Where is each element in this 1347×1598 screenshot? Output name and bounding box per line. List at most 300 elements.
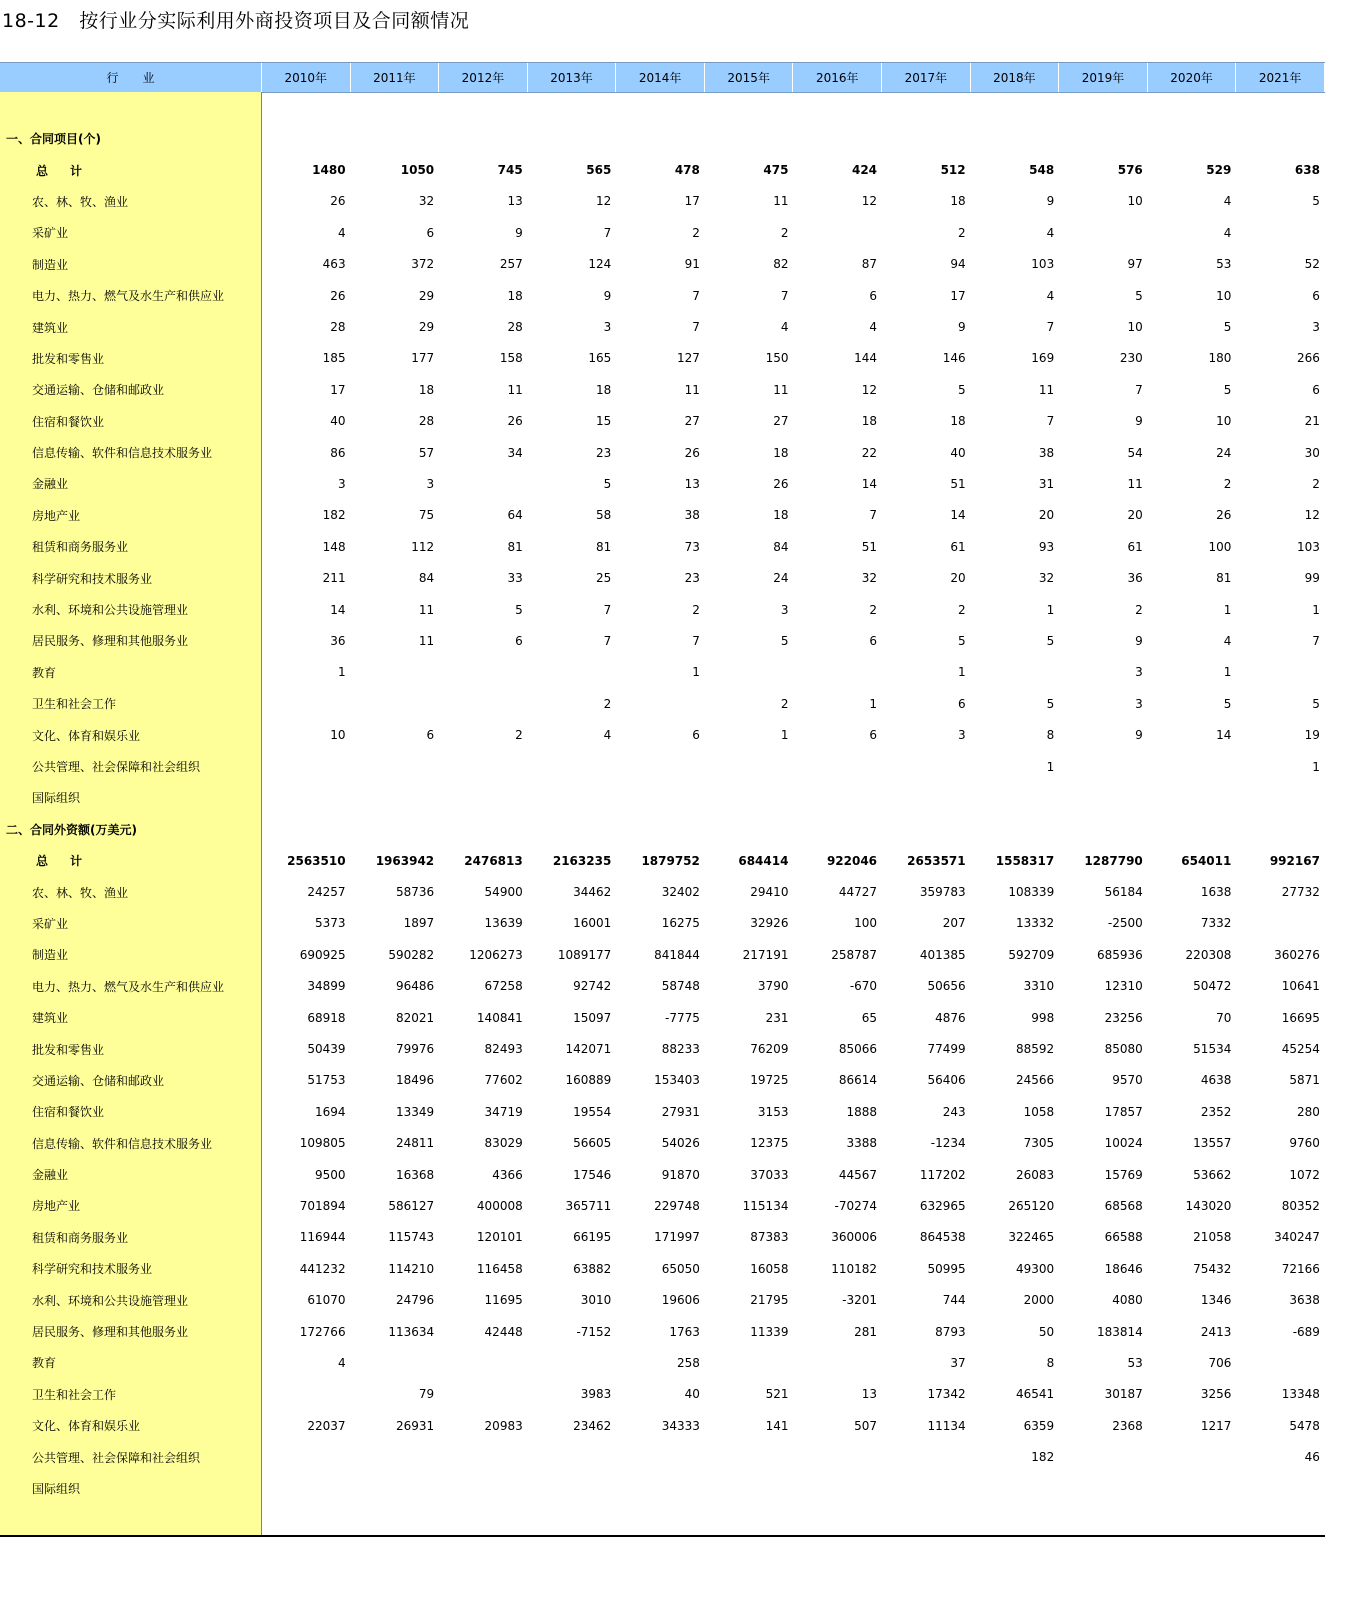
- value-cell: 66195: [573, 1230, 612, 1245]
- value-cell: 14: [950, 508, 966, 523]
- value-cell: 11695: [484, 1293, 523, 1308]
- row-label: 农、林、牧、渔业: [32, 885, 129, 900]
- value-cell: 266: [1297, 351, 1320, 366]
- value-cell: 7332: [1200, 916, 1232, 931]
- value-cell: 992167: [1269, 853, 1320, 868]
- section-row: [0, 814, 1325, 845]
- value-cell: 1206273: [469, 947, 523, 962]
- value-cell: 998: [1031, 1010, 1055, 1025]
- value-cell: 117202: [919, 1167, 966, 1182]
- header-year-cell: 2018年: [971, 63, 1060, 92]
- value-cell: 116458: [476, 1261, 523, 1276]
- value-cell: 17857: [1104, 1104, 1143, 1119]
- value-cell: 7: [1046, 414, 1055, 429]
- value-cell: 45254: [1281, 1042, 1320, 1057]
- value-cell: 6: [426, 225, 435, 240]
- table-row: [0, 249, 1325, 280]
- value-cell: 6: [869, 288, 878, 303]
- value-cell: 7: [692, 320, 700, 335]
- table-row: [0, 374, 1325, 405]
- value-cell: 340247: [1274, 1230, 1320, 1245]
- value-cell: 115134: [742, 1198, 789, 1213]
- value-cell: 18: [950, 414, 966, 429]
- value-cell: 54900: [484, 885, 523, 900]
- value-cell: 24811: [395, 1136, 435, 1151]
- row-label: 卫生和社会工作: [32, 697, 117, 712]
- value-cell: 6: [692, 728, 700, 743]
- value-cell: -689: [1292, 1324, 1320, 1339]
- row-label: 批发和零售业: [32, 1042, 105, 1057]
- header-year-cell: 2017年: [882, 63, 971, 92]
- value-cell: 18: [861, 414, 878, 429]
- header-year-cell: 2020年: [1148, 63, 1237, 92]
- header-year-cell: 2012年: [439, 63, 528, 92]
- value-cell: 12: [596, 194, 612, 209]
- value-cell: 2352: [1200, 1104, 1232, 1119]
- value-cell: 7: [780, 288, 789, 303]
- value-cell: 3388: [846, 1136, 878, 1151]
- row-label: 采矿业: [32, 226, 69, 241]
- table-row: [0, 1441, 1325, 1472]
- value-cell: 2163235: [552, 853, 612, 868]
- value-cell: -70274: [834, 1198, 878, 1213]
- value-cell: 3638: [1289, 1293, 1320, 1308]
- value-cell: 91: [684, 257, 700, 272]
- table-row: [0, 1316, 1325, 1347]
- value-cell: 67258: [484, 979, 523, 994]
- value-cell: 27: [684, 414, 700, 429]
- value-cell: 18: [507, 288, 523, 303]
- value-cell: 112: [411, 539, 435, 554]
- value-cell: 4: [1223, 633, 1232, 648]
- value-cell: 1: [780, 728, 789, 743]
- value-cell: 13639: [484, 916, 523, 931]
- value-cell: 230: [1119, 351, 1143, 366]
- value-cell: 180: [1208, 351, 1232, 366]
- value-cell: 463: [322, 257, 346, 272]
- table-row: [0, 908, 1325, 939]
- value-cell: 258: [676, 1355, 700, 1370]
- value-cell: 10: [1127, 194, 1143, 209]
- value-cell: 10: [1216, 414, 1232, 429]
- value-cell: 92742: [573, 979, 612, 994]
- value-cell: 19554: [573, 1104, 612, 1119]
- value-cell: 13332: [1016, 916, 1055, 931]
- value-cell: 17: [950, 288, 966, 303]
- row-label: 金融业: [32, 477, 69, 492]
- row-label: 二、合同外资额(万美元): [6, 822, 137, 837]
- value-cell: 85080: [1104, 1042, 1143, 1057]
- value-cell: 6: [1312, 288, 1320, 303]
- value-cell: 18: [773, 508, 789, 523]
- value-cell: 3153: [757, 1104, 789, 1119]
- row-label: 房地产业: [32, 508, 81, 523]
- value-cell: 64: [507, 508, 523, 523]
- value-cell: 21058: [1193, 1230, 1232, 1245]
- value-cell: 5871: [1289, 1073, 1320, 1088]
- row-label: 公共管理、社会保障和社会组织: [32, 760, 201, 774]
- value-cell: 475: [763, 163, 789, 178]
- value-cell: 11: [507, 382, 523, 397]
- value-cell: 5: [1312, 194, 1320, 209]
- value-cell: 258787: [831, 947, 878, 962]
- value-cell: 744: [942, 1293, 966, 1308]
- value-cell: 20983: [484, 1418, 523, 1433]
- row-label: 电力、热力、燃气及水生产和供应业: [32, 979, 225, 994]
- value-cell: 592709: [1008, 947, 1055, 962]
- value-cell: 576: [1117, 163, 1143, 178]
- value-cell: 4638: [1200, 1073, 1232, 1088]
- value-cell: 441232: [299, 1261, 346, 1276]
- value-cell: 1480: [312, 163, 346, 178]
- value-cell: 115743: [388, 1230, 435, 1245]
- value-cell: 229748: [654, 1198, 700, 1213]
- value-cell: 1050: [400, 163, 435, 178]
- value-cell: 9760: [1289, 1136, 1320, 1151]
- value-cell: 53662: [1193, 1167, 1232, 1182]
- value-cell: 4080: [1112, 1293, 1143, 1308]
- value-cell: 11: [418, 633, 435, 648]
- value-cell: 22037: [307, 1418, 346, 1433]
- value-cell: 23: [596, 445, 612, 460]
- row-label: 卫生和社会工作: [32, 1387, 117, 1402]
- value-cell: 68568: [1104, 1198, 1143, 1213]
- value-cell: 13557: [1193, 1136, 1232, 1151]
- value-cell: 86: [330, 445, 346, 460]
- value-cell: 684414: [738, 853, 789, 868]
- value-cell: 11: [1038, 382, 1055, 397]
- value-cell: 120101: [476, 1230, 523, 1245]
- value-cell: 21: [1304, 414, 1320, 429]
- value-cell: 922046: [826, 853, 878, 868]
- value-cell: 2: [515, 728, 523, 743]
- value-cell: 26931: [395, 1418, 435, 1433]
- value-cell: 26: [330, 194, 346, 209]
- value-cell: 231: [765, 1010, 789, 1025]
- value-cell: 76209: [750, 1042, 789, 1057]
- row-label: 科学研究和技术服务业: [32, 1262, 153, 1277]
- value-cell: 2: [692, 602, 700, 617]
- value-cell: -670: [849, 979, 878, 994]
- row-label: 制造业: [32, 948, 69, 963]
- value-cell: 124: [588, 257, 612, 272]
- value-cell: 745: [497, 163, 523, 178]
- row-label: 农、林、牧、渔业: [32, 194, 129, 209]
- value-cell: 50472: [1193, 979, 1232, 994]
- value-cell: 9570: [1112, 1073, 1143, 1088]
- value-cell: 127: [676, 351, 700, 366]
- header-year-cell: 2021年: [1236, 63, 1325, 92]
- value-cell: 32402: [661, 885, 700, 900]
- value-cell: 1089177: [557, 947, 612, 962]
- value-cell: 79: [418, 1387, 435, 1402]
- value-cell: 15097: [573, 1010, 612, 1025]
- value-cell: 49300: [1016, 1261, 1055, 1276]
- value-cell: 11: [418, 602, 435, 617]
- value-cell: 29410: [750, 885, 789, 900]
- value-cell: 4: [603, 728, 612, 743]
- value-cell: 54: [1127, 445, 1143, 460]
- row-label: 金融业: [32, 1168, 69, 1183]
- table-header: [0, 62, 1325, 93]
- value-cell: 2000: [1023, 1293, 1055, 1308]
- value-cell: 15: [596, 414, 612, 429]
- table-row: [0, 1190, 1325, 1221]
- value-cell: 23: [684, 571, 700, 586]
- value-cell: 54026: [661, 1136, 700, 1151]
- value-cell: 153403: [654, 1073, 700, 1088]
- value-cell: 512: [940, 163, 966, 178]
- table-row: [0, 468, 1325, 499]
- value-cell: 360006: [831, 1230, 878, 1245]
- value-cell: 864538: [919, 1230, 966, 1245]
- table-row: [0, 1033, 1325, 1064]
- row-label: 教育: [32, 1356, 57, 1371]
- value-cell: 7: [869, 508, 878, 523]
- value-cell: 11: [773, 382, 789, 397]
- table-row: [0, 186, 1325, 217]
- table-row: [0, 1065, 1325, 1096]
- value-cell: 9: [1135, 414, 1143, 429]
- value-cell: 77499: [927, 1042, 966, 1057]
- value-cell: 3983: [580, 1387, 612, 1402]
- value-cell: 75: [418, 508, 435, 523]
- value-cell: 61: [1127, 539, 1143, 554]
- value-cell: 7: [1046, 320, 1055, 335]
- value-cell: 32: [418, 194, 435, 209]
- value-cell: 9: [1135, 633, 1143, 648]
- value-cell: 160889: [565, 1073, 612, 1088]
- value-cell: 1763: [669, 1324, 700, 1339]
- value-cell: 84: [418, 571, 435, 586]
- value-cell: 20: [1038, 508, 1055, 523]
- value-cell: 5: [957, 382, 966, 397]
- value-cell: 281: [854, 1324, 878, 1339]
- value-cell: 93: [1038, 539, 1055, 554]
- value-cell: 46: [1304, 1450, 1320, 1465]
- row-label: 国际组织: [32, 791, 81, 806]
- value-cell: 9: [1046, 194, 1055, 209]
- value-cell: 13: [684, 476, 700, 491]
- value-cell: 3: [603, 320, 612, 335]
- value-cell: 1058: [1023, 1104, 1055, 1119]
- value-cell: 23256: [1104, 1010, 1143, 1025]
- value-cell: 44567: [838, 1167, 878, 1182]
- value-cell: 9: [603, 288, 612, 303]
- value-cell: -7775: [665, 1010, 700, 1025]
- value-cell: 5: [957, 633, 966, 648]
- value-cell: -3201: [842, 1293, 878, 1308]
- value-cell: 5478: [1289, 1418, 1320, 1433]
- value-cell: 1: [1312, 759, 1320, 774]
- row-label: 交通运输、仓储和邮政业: [32, 383, 165, 398]
- row-label: 住宿和餐饮业: [32, 414, 105, 429]
- value-cell: 632965: [919, 1198, 966, 1213]
- value-cell: 23462: [573, 1418, 612, 1433]
- table-row: [0, 1410, 1325, 1441]
- value-cell: 3: [1135, 696, 1143, 711]
- value-cell: 360276: [1274, 947, 1320, 962]
- value-cell: 638: [1294, 163, 1320, 178]
- value-cell: 17: [330, 382, 346, 397]
- value-cell: 220308: [1185, 947, 1232, 962]
- row-label: 公共管理、社会保障和社会组织: [32, 1450, 201, 1465]
- value-cell: 183814: [1096, 1324, 1143, 1339]
- value-cell: 100: [854, 916, 878, 931]
- value-cell: 80352: [1281, 1198, 1320, 1213]
- value-cell: 5: [1046, 633, 1055, 648]
- value-cell: 81: [507, 539, 523, 554]
- value-cell: 42448: [484, 1324, 523, 1339]
- value-cell: 28: [330, 320, 346, 335]
- value-cell: 12375: [750, 1136, 789, 1151]
- value-cell: 359783: [919, 885, 966, 900]
- value-cell: 87383: [750, 1230, 789, 1245]
- value-cell: 13348: [1281, 1387, 1320, 1402]
- value-cell: 3: [426, 476, 435, 491]
- row-label: 建筑业: [32, 1011, 69, 1026]
- value-cell: 701894: [299, 1198, 346, 1213]
- value-cell: 16368: [395, 1167, 435, 1182]
- value-cell: 4: [1046, 288, 1055, 303]
- value-cell: 52: [1304, 257, 1320, 272]
- value-cell: 56406: [927, 1073, 966, 1088]
- value-cell: 10: [1127, 320, 1143, 335]
- row-label: 科学研究和技术服务业: [32, 571, 153, 586]
- value-cell: 27: [773, 414, 789, 429]
- value-cell: 26: [684, 445, 700, 460]
- value-cell: 17546: [573, 1167, 612, 1182]
- value-cell: 7: [603, 602, 612, 617]
- value-cell: 97: [1127, 257, 1143, 272]
- value-cell: 3310: [1023, 979, 1055, 994]
- value-cell: 37: [950, 1355, 966, 1370]
- row-label: 建筑业: [32, 320, 69, 335]
- value-cell: 6: [869, 633, 878, 648]
- value-cell: 109805: [299, 1136, 346, 1151]
- value-cell: 171997: [654, 1230, 700, 1245]
- value-cell: 257: [499, 257, 523, 272]
- row-label: 采矿业: [32, 916, 69, 931]
- value-cell: 26083: [1016, 1167, 1055, 1182]
- value-cell: 2: [1312, 476, 1320, 491]
- value-cell: 18: [773, 445, 789, 460]
- value-cell: 73: [684, 539, 700, 554]
- value-cell: 478: [674, 163, 700, 178]
- header-year-cell: 2015年: [705, 63, 794, 92]
- row-label: 一、合同项目(个): [6, 132, 101, 147]
- value-cell: 841844: [654, 947, 700, 962]
- value-cell: 38: [684, 508, 700, 523]
- value-cell: -7152: [576, 1324, 612, 1339]
- value-cell: 70: [1216, 1010, 1232, 1025]
- value-cell: 29: [418, 288, 435, 303]
- value-cell: 20: [1127, 508, 1143, 523]
- value-cell: 6: [426, 728, 435, 743]
- value-cell: 706: [1208, 1355, 1232, 1370]
- value-cell: 280: [1297, 1104, 1320, 1119]
- value-cell: 91870: [661, 1167, 700, 1182]
- value-cell: 103: [1031, 257, 1055, 272]
- value-cell: 590282: [388, 947, 435, 962]
- value-cell: 27732: [1281, 885, 1320, 900]
- value-cell: 18: [596, 382, 612, 397]
- value-cell: 61: [950, 539, 966, 554]
- value-cell: 2368: [1112, 1418, 1143, 1433]
- table-row: [0, 1253, 1325, 1284]
- table-body: [0, 123, 1325, 1504]
- value-cell: 32926: [750, 916, 789, 931]
- value-cell: 1888: [846, 1104, 878, 1119]
- value-cell: 146: [942, 351, 966, 366]
- row-label: 租赁和商务服务业: [32, 1230, 129, 1245]
- value-cell: 13: [861, 1387, 878, 1402]
- value-cell: 56605: [573, 1136, 612, 1151]
- row-label: 水利、环境和公共设施管理业: [32, 603, 189, 618]
- row-label: 房地产业: [32, 1199, 81, 1214]
- value-cell: 82021: [395, 1010, 435, 1025]
- value-cell: 11134: [927, 1418, 966, 1433]
- value-cell: 144: [854, 351, 878, 366]
- value-cell: 6: [515, 633, 523, 648]
- value-cell: 65050: [661, 1261, 700, 1276]
- value-cell: 82493: [484, 1042, 523, 1057]
- row-label: 文化、体育和娱乐业: [32, 1419, 141, 1434]
- value-cell: 5: [780, 633, 789, 648]
- value-cell: 1: [1312, 602, 1320, 617]
- value-cell: 8793: [935, 1324, 966, 1339]
- table-row: [0, 657, 1325, 688]
- table-row: [0, 782, 1325, 813]
- value-cell: 4876: [935, 1010, 966, 1025]
- value-cell: 19: [1304, 728, 1320, 743]
- table-row: [0, 876, 1325, 907]
- table-row: [0, 437, 1325, 468]
- value-cell: 8: [1046, 728, 1055, 743]
- value-cell: 28: [507, 320, 523, 335]
- value-cell: 5: [1312, 696, 1320, 711]
- value-cell: 2: [603, 696, 612, 711]
- value-cell: -2500: [1107, 916, 1143, 931]
- value-cell: 685936: [1096, 947, 1143, 962]
- value-cell: 4: [780, 320, 789, 335]
- value-cell: 3: [957, 728, 966, 743]
- value-cell: 9: [957, 320, 966, 335]
- value-cell: 10641: [1281, 979, 1320, 994]
- row-label: 居民服务、修理和其他服务业: [32, 1325, 189, 1340]
- value-cell: 2: [1223, 476, 1232, 491]
- value-cell: 14: [1216, 728, 1232, 743]
- value-cell: 33: [507, 571, 523, 586]
- value-cell: 34719: [484, 1104, 523, 1119]
- value-cell: 11: [684, 382, 700, 397]
- value-cell: 1558317: [995, 853, 1055, 868]
- value-cell: 5: [515, 602, 523, 617]
- value-cell: 4: [869, 320, 878, 335]
- value-cell: 7: [692, 288, 700, 303]
- value-cell: 1694: [315, 1104, 346, 1119]
- value-cell: 1: [337, 665, 346, 680]
- value-cell: 25: [596, 571, 612, 586]
- value-cell: 1897: [403, 916, 435, 931]
- value-cell: 26: [1216, 508, 1232, 523]
- value-cell: 5: [1135, 288, 1143, 303]
- value-cell: 34: [507, 445, 523, 460]
- row-label: 批发和零售业: [32, 351, 105, 366]
- value-cell: 2413: [1200, 1324, 1232, 1339]
- value-cell: 14: [861, 476, 878, 491]
- value-cell: 1963942: [375, 853, 435, 868]
